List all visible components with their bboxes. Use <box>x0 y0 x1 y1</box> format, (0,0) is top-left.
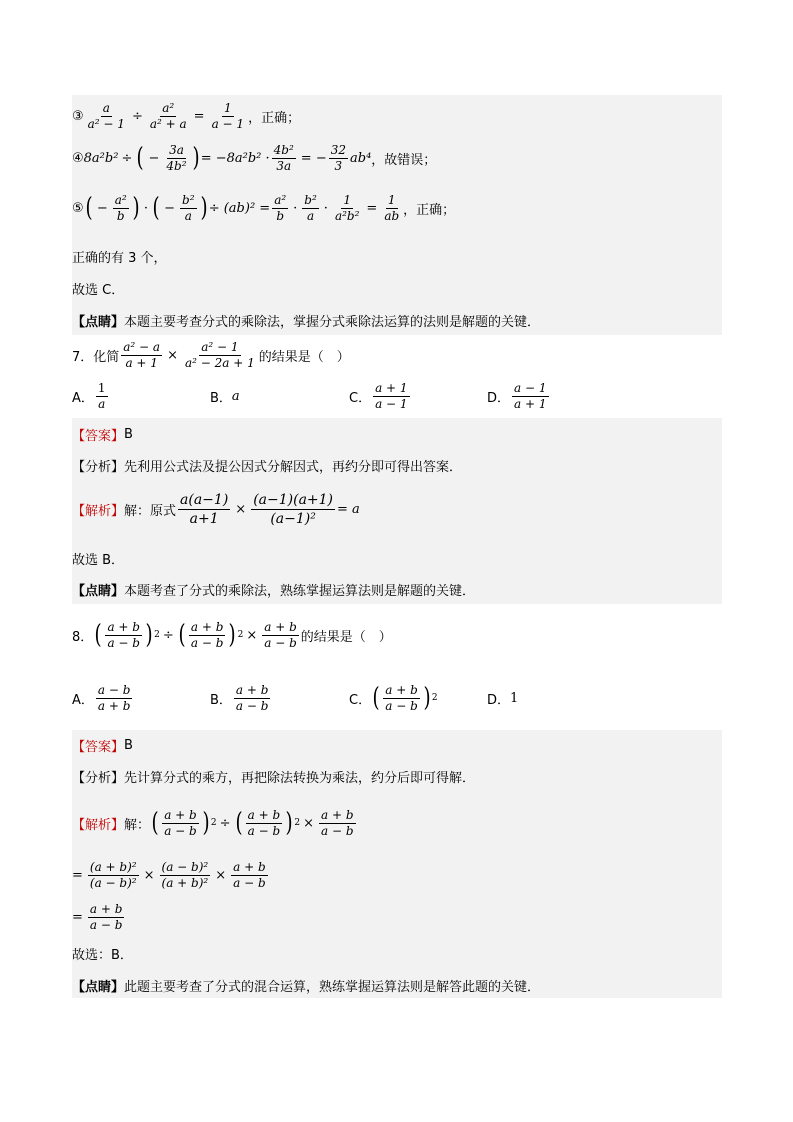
q7-option-d[interactable]: D． $\frac{a - 1}{a + 1}$ <box>487 380 547 411</box>
fraction: $\frac{1}{ab}$ <box>384 192 400 223</box>
q6-choose: 故选 C． <box>72 282 125 298</box>
q8-stem: 8． ( $\frac{a + b}{a - b}$ ) 2 ÷ ( $\frac{a + b}{a - b}$ ) 2 × $\frac{a + b}{a - b}$ 的结果是（ ） <box>72 619 392 650</box>
fraction: $\frac{3a}{\text{4b²}}$ <box>166 142 187 173</box>
q8-option-d[interactable]: D． 1 <box>487 690 519 708</box>
item3-marker: ③ <box>72 108 84 124</box>
q6-item4: ④ 8a²b² ÷ ( − $\frac{3a}{\text{4b²}}$ ) = −8a²b² · $\frac{\text{4b²}}{3a}$ = − $\frac{32}{3}$ ab⁴ ，故错误； <box>72 142 437 173</box>
q6-tip <box>72 310 540 330</box>
q7-solution: 【解析】 解：原式 $\frac{a(a-1)}{a+1}$ × $\frac{(a-1)(a+1)}{\text{(a−1)²}}$ = a <box>72 491 360 527</box>
q8-choose: 故选：B． <box>72 947 133 963</box>
q8-step2: = $\frac{\text{(a + b)²}}{\text{(a − b)²}}$ × $\frac{\text{(a − b)²}}{\text{(a + b)²}}$ × $\frac{a + b}{a - b}$ <box>72 859 266 890</box>
q7-option-c[interactable]: C． $\frac{a + 1}{a - 1}$ <box>349 380 408 411</box>
q8-step3: = $\frac{a + b}{a - b}$ <box>72 901 123 932</box>
fraction: $\frac{\text{a²}}{\text{a² + a}}$ <box>149 100 187 131</box>
q7-choose: 故选 B． <box>72 552 125 568</box>
fraction: $\frac{32}{3}$ <box>330 142 346 173</box>
fraction: $\frac{\text{a²}}{b}$ <box>274 192 287 223</box>
q8-analysis: 【分析】 先计算分式的乘方，再把除法转换为乘法，约分后即可得解． <box>72 770 476 786</box>
q7-stem: 7．化简 $\frac{\text{a² − a}}{a + 1}$ × $\frac{\text{a² − 1}}{\text{a² − 2a + 1}}$ 的结果是（ ） <box>72 339 350 370</box>
q6-count: 正确的有 3 个， <box>72 250 167 266</box>
question-number: 7．化简 <box>72 349 120 365</box>
fraction: $\frac{a}{\text{a² − 1}}$ <box>87 100 125 131</box>
question-number: 8． <box>72 629 94 645</box>
tip-tag: 【点睛】 <box>72 314 125 330</box>
fraction: $\frac{1}{\text{a²b²}}$ <box>334 192 360 223</box>
q7-option-b[interactable]: B． a <box>210 388 240 406</box>
q8-solution: 【解析】 解： ( $\frac{a + b}{a - b}$ ) 2 ÷ ( $\frac{a + b}{a - b}$ ) 2 × $\frac{a + b}{a - b}$ <box>72 807 354 838</box>
fraction: $\frac{\text{a² − 1}}{\text{a² − 2a + 1}}$ <box>185 339 255 370</box>
q6-item5: ⑤ ( − $\frac{\text{a²}}{b}$ ) · ( − $\frac{\text{b²}}{a}$ ) ÷ (ab)² = $\frac{\text{a²}}{b}$ · $\frac{\text{b²}}{a}$ · $\frac{1}{\text{a²b²}}$ = $\frac{1}{ab}$ ，正确； <box>72 192 456 223</box>
q8-option-b[interactable]: B． $\frac{a + b}{a - b}$ <box>210 682 269 713</box>
fraction: $\frac{\text{b²}}{a}$ <box>182 192 195 223</box>
fraction: $\frac{\text{b²}}{a}$ <box>304 192 317 223</box>
q8-tip: 【点睛】 此题主要考查了分式的混合运算，熟练掌握运算法则是解答此题的关键． <box>72 979 541 995</box>
q7-answer: 【答案】 B <box>72 426 133 444</box>
q8-option-c[interactable]: C． ( $\frac{a + b}{a - b}$ ) 2 <box>349 682 438 713</box>
fraction: $\frac{1}{a - 1}$ <box>211 100 245 131</box>
q8-answer: 【答案】 B <box>72 737 133 755</box>
q7-tip: 【点睛】 本题考查了分式的乘除法，熟练掌握运算法则是解题的关键． <box>72 583 476 599</box>
q7-analysis: 【分析】 先利用公式法及提公因式分解因式，再约分即可得出答案． <box>72 459 463 475</box>
q7-option-a[interactable]: A． $\frac{1}{a}$ <box>72 380 106 411</box>
tip-text: 本题主要考查分式的乘除法，掌握分式乘除法运算的法则是解题的关键． <box>124 314 541 330</box>
item3-comment: ，正确； <box>248 110 301 126</box>
fraction: $\frac{\text{a² − a}}{a + 1}$ <box>123 339 161 370</box>
fraction: $\frac{\text{4b²}}{3a}$ <box>273 142 294 173</box>
q6-item3: ③ $\frac{a}{\text{a² − 1}}$ ÷ $\frac{\text{a²}}{\text{a² + a}}$ = $\frac{1}{a - 1}$ ，正确； <box>72 100 301 131</box>
fraction: $\frac{\text{a²}}{b}$ <box>114 192 127 223</box>
q8-option-a[interactable]: A． $\frac{a - b}{a + b}$ <box>72 682 131 713</box>
